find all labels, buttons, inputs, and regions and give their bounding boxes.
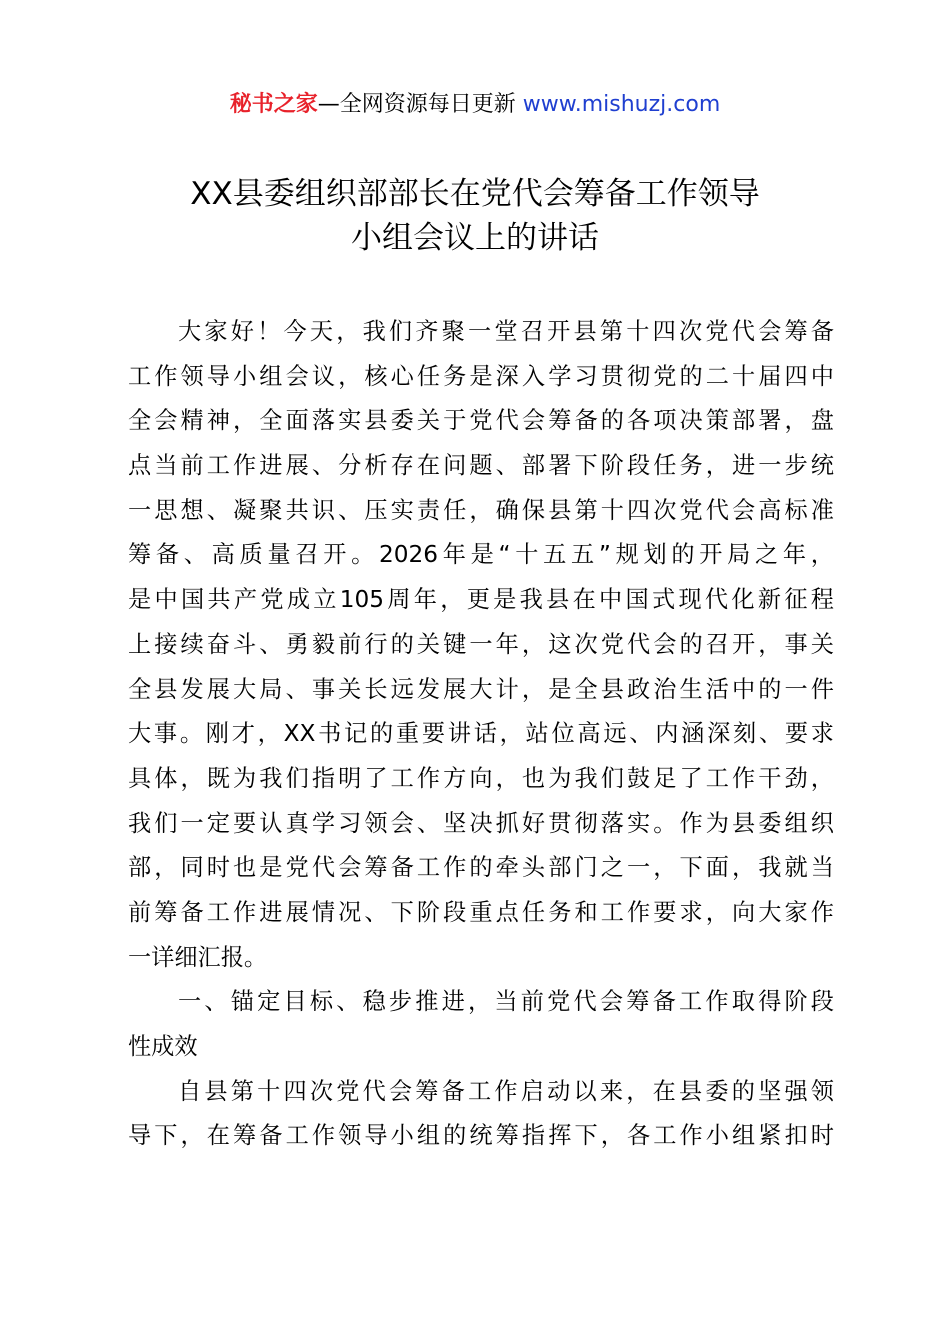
paragraph-intro bbox=[128, 310, 834, 980]
site-header bbox=[0, 88, 950, 122]
title-line: XX县委组织部部长在党代会筹备工作领导 bbox=[190, 176, 760, 212]
text-line: 筹备、高质量召开。2026年是“十五五”规划的开局之年， bbox=[128, 541, 834, 569]
text-line: 是中国共产党成立105周年，更是我县在中国式现代化新征程 bbox=[128, 586, 834, 614]
header-tagline: —全网资源每日更新 bbox=[317, 92, 523, 117]
title-line: 小组会议上的讲话 bbox=[351, 220, 599, 256]
text-line: 上接续奋斗、勇毅前行的关键一年，这次党代会的召开，事关 bbox=[128, 630, 834, 658]
text-line: 一思想、凝聚共识、压实责任，确保县第十四次党代会高标准 bbox=[128, 496, 834, 524]
brand-name: 秘书之家 bbox=[229, 92, 318, 117]
text-line: 工作领导小组会议，核心任务是深入学习贯彻党的二十届四中 bbox=[128, 362, 834, 390]
text-line: 自县第十四次党代会筹备工作启动以来，在县委的坚强领 bbox=[178, 1077, 834, 1105]
site-url-link[interactable]: www.mishuzj.com bbox=[522, 92, 721, 117]
text-line: 具体，既为我们指明了工作方向，也为我们鼓足了工作干劲， bbox=[128, 764, 834, 792]
text-line: 我们一定要认真学习领会、坚决抓好贯彻落实。作为县委组织 bbox=[128, 809, 834, 837]
text-line: 前筹备工作进展情况、下阶段重点任务和工作要求，向大家作 bbox=[128, 898, 834, 926]
text-line: 大事。刚才，XX书记的重要讲话，站位高远、内涵深刻、要求 bbox=[128, 720, 834, 748]
text-line: 部，同时也是党代会筹备工作的牵头部门之一，下面，我就当 bbox=[128, 854, 834, 882]
document-title bbox=[100, 172, 850, 260]
heading-line: 一、锚定目标、稳步推进，当前党代会筹备工作取得阶段 bbox=[178, 988, 834, 1016]
section-heading-1 bbox=[128, 980, 834, 1069]
paragraph-progress bbox=[128, 1070, 834, 1159]
text-line: 大家好！今天，我们齐聚一堂召开县第十四次党代会筹备 bbox=[178, 318, 834, 345]
text-line: 全县发展大局、事关长远发展大计，是全县政治生活中的一件 bbox=[128, 675, 834, 703]
text-line: 一详细汇报。 bbox=[128, 943, 268, 971]
heading-line: 性成效 bbox=[128, 1033, 198, 1060]
text-line: 导下，在筹备工作领导小组的统筹指挥下，各工作小组紧扣时 bbox=[128, 1122, 834, 1150]
text-line: 全会精神，全面落实县委关于党代会筹备的各项决策部署，盘 bbox=[128, 407, 834, 435]
document-body bbox=[128, 310, 834, 1159]
text-line: 点当前工作进展、分析存在问题、部署下阶段任务，进一步统 bbox=[128, 452, 834, 480]
